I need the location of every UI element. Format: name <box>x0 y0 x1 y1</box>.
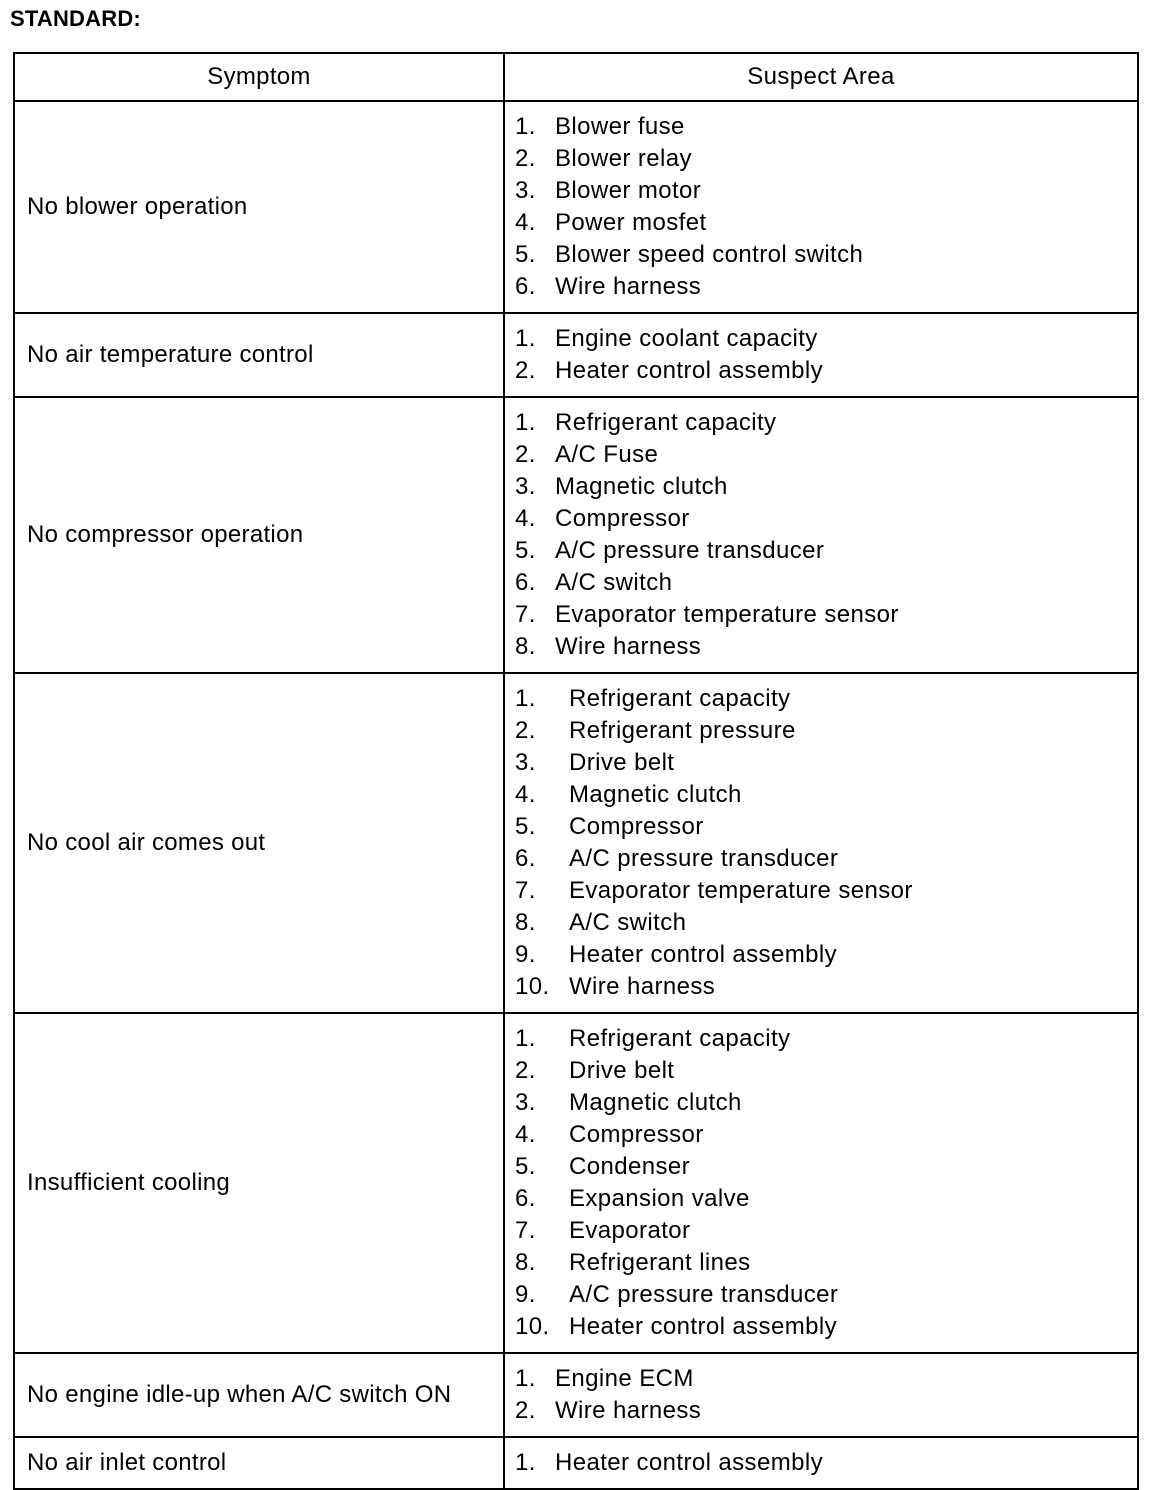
suspect-area-item <box>515 1087 1137 1119</box>
suspect-area-item <box>515 1151 1137 1183</box>
item-number: 1. <box>515 113 536 140</box>
table-row <box>15 1014 1137 1354</box>
page-heading: STANDARD: <box>10 6 141 31</box>
item-number: 6. <box>515 273 536 300</box>
suspect-area-item <box>515 323 1137 355</box>
item-text: Magnetic clutch <box>555 473 728 500</box>
item-text: A/C Fuse <box>555 441 659 468</box>
table-row <box>15 674 1137 1014</box>
item-text: A/C pressure transducer <box>555 537 825 564</box>
item-text: Engine coolant capacity <box>555 325 818 352</box>
table-body <box>15 102 1137 1490</box>
suspect-area-item <box>515 1023 1137 1055</box>
item-text: Refrigerant pressure <box>569 717 796 744</box>
suspect-area-item <box>515 111 1137 143</box>
item-number: 10. <box>515 973 550 1000</box>
suspect-area-item <box>515 875 1137 907</box>
suspect-area-item <box>515 843 1137 875</box>
item-text: Magnetic clutch <box>569 781 742 808</box>
suspect-area-item <box>515 239 1137 271</box>
suspect-area-item <box>515 971 1137 1003</box>
item-number: 3. <box>515 177 536 204</box>
suspect-area-item <box>515 1215 1137 1247</box>
suspect-area-item <box>515 599 1137 631</box>
item-text: Drive belt <box>569 749 675 776</box>
item-number: 6. <box>515 1185 536 1212</box>
suspect-area-item <box>515 1395 1137 1427</box>
symptom-cell: No air temperature control <box>15 314 505 396</box>
suspect-area-cell <box>505 1438 1137 1488</box>
table-row <box>15 314 1137 398</box>
suspect-area-item <box>515 355 1137 387</box>
item-number: 5. <box>515 241 536 268</box>
item-text: Expansion valve <box>569 1185 750 1212</box>
item-number: 6. <box>515 845 536 872</box>
item-text: Refrigerant capacity <box>555 409 777 436</box>
item-number: 3. <box>515 473 536 500</box>
item-number: 1. <box>515 1449 536 1476</box>
suspect-area-cell <box>505 314 1137 396</box>
item-text: Heater control assembly <box>569 1313 837 1340</box>
suspect-area-item <box>515 939 1137 971</box>
symptom-cell: No air inlet control <box>15 1438 505 1488</box>
item-number: 3. <box>515 1089 536 1116</box>
suspect-area-item <box>515 439 1137 471</box>
suspect-area-item <box>515 567 1137 599</box>
suspect-area-item <box>515 1311 1137 1343</box>
suspect-area-cell <box>505 102 1137 312</box>
column-header-symptom: Symptom <box>15 54 505 100</box>
item-text: Compressor <box>555 505 690 532</box>
item-number: 3. <box>515 749 536 776</box>
item-text: Wire harness <box>555 273 702 300</box>
item-text: Drive belt <box>569 1057 675 1084</box>
item-text: Power mosfet <box>555 209 707 236</box>
item-text: Heater control assembly <box>555 357 823 384</box>
item-number: 2. <box>515 1397 536 1424</box>
symptom-cell: No cool air comes out <box>15 674 505 1012</box>
suspect-area-item <box>515 1119 1137 1151</box>
item-number: 7. <box>515 601 536 628</box>
suspect-area-item <box>515 143 1137 175</box>
item-text: Engine ECM <box>555 1365 694 1392</box>
suspect-area-item <box>515 207 1137 239</box>
suspect-area-item <box>515 747 1137 779</box>
item-text: Blower speed control switch <box>555 241 864 268</box>
item-number: 2. <box>515 717 536 744</box>
item-number: 4. <box>515 1121 536 1148</box>
item-text: Blower relay <box>555 145 692 172</box>
item-text: Evaporator temperature sensor <box>555 601 899 628</box>
item-text: Refrigerant capacity <box>569 685 791 712</box>
suspect-area-item <box>515 907 1137 939</box>
table-row <box>15 102 1137 314</box>
item-number: 1. <box>515 1025 536 1052</box>
item-number: 7. <box>515 877 536 904</box>
item-number: 4. <box>515 209 536 236</box>
item-text: Heater control assembly <box>569 941 837 968</box>
item-text: A/C switch <box>569 909 687 936</box>
item-number: 2. <box>515 145 536 172</box>
suspect-area-cell <box>505 1354 1137 1436</box>
table-row <box>15 1438 1137 1490</box>
suspect-area-item <box>515 1247 1137 1279</box>
item-text: Wire harness <box>569 973 716 1000</box>
item-number: 10. <box>515 1313 550 1340</box>
item-number: 5. <box>515 1153 536 1180</box>
suspect-area-item <box>515 811 1137 843</box>
suspect-area-item <box>515 1183 1137 1215</box>
item-number: 4. <box>515 781 536 808</box>
item-number: 2. <box>515 1057 536 1084</box>
item-number: 9. <box>515 1281 536 1308</box>
suspect-area-item <box>515 1279 1137 1311</box>
item-text: Evaporator <box>569 1217 691 1244</box>
suspect-area-item <box>515 175 1137 207</box>
suspect-area-item <box>515 271 1137 303</box>
suspect-area-item <box>515 715 1137 747</box>
table-header-row <box>15 54 1137 102</box>
item-text: Refrigerant capacity <box>569 1025 791 1052</box>
item-text: Condenser <box>569 1153 691 1180</box>
suspect-area-cell <box>505 398 1137 672</box>
item-text: Blower fuse <box>555 113 685 140</box>
suspect-area-item <box>515 683 1137 715</box>
item-text: Evaporator temperature sensor <box>569 877 913 904</box>
item-number: 7. <box>515 1217 536 1244</box>
item-number: 5. <box>515 813 536 840</box>
item-text: A/C pressure transducer <box>569 845 839 872</box>
table-row <box>15 1354 1137 1438</box>
item-text: Wire harness <box>555 633 702 660</box>
suspect-area-item <box>515 1447 1137 1479</box>
suspect-area-cell <box>505 674 1137 1012</box>
symptom-cell: No blower operation <box>15 102 505 312</box>
item-number: 2. <box>515 441 536 468</box>
symptom-cell: No engine idle-up when A/C switch ON <box>15 1354 505 1436</box>
item-number: 1. <box>515 685 536 712</box>
item-text: Refrigerant lines <box>569 1249 751 1276</box>
suspect-area-item <box>515 1055 1137 1087</box>
suspect-area-item <box>515 631 1137 663</box>
item-text: Compressor <box>569 1121 704 1148</box>
suspect-area-item <box>515 779 1137 811</box>
item-number: 9. <box>515 941 536 968</box>
symptom-cell: No compressor operation <box>15 398 505 672</box>
column-header-suspect-area: Suspect Area <box>747 63 895 90</box>
item-text: A/C pressure transducer <box>569 1281 839 1308</box>
item-number: 6. <box>515 569 536 596</box>
table-row <box>15 398 1137 674</box>
item-text: Compressor <box>569 813 704 840</box>
symptom-cell: Insufficient cooling <box>15 1014 505 1352</box>
item-text: Wire harness <box>555 1397 702 1424</box>
item-text: Magnetic clutch <box>569 1089 742 1116</box>
item-number: 1. <box>515 409 536 436</box>
suspect-area-item <box>515 503 1137 535</box>
item-number: 8. <box>515 633 536 660</box>
item-number: 8. <box>515 1249 536 1276</box>
suspect-area-item <box>515 1363 1137 1395</box>
item-number: 1. <box>515 1365 536 1392</box>
item-text: Blower motor <box>555 177 702 204</box>
suspect-area-cell <box>505 1014 1137 1352</box>
item-number: 2. <box>515 357 536 384</box>
item-number: 4. <box>515 505 536 532</box>
item-number: 8. <box>515 909 536 936</box>
suspect-area-item <box>515 535 1137 567</box>
item-number: 5. <box>515 537 536 564</box>
suspect-area-item <box>515 407 1137 439</box>
suspect-area-item <box>515 471 1137 503</box>
symptom-table <box>13 52 1139 1490</box>
item-text: A/C switch <box>555 569 673 596</box>
item-text: Heater control assembly <box>555 1449 823 1476</box>
item-number: 1. <box>515 325 536 352</box>
